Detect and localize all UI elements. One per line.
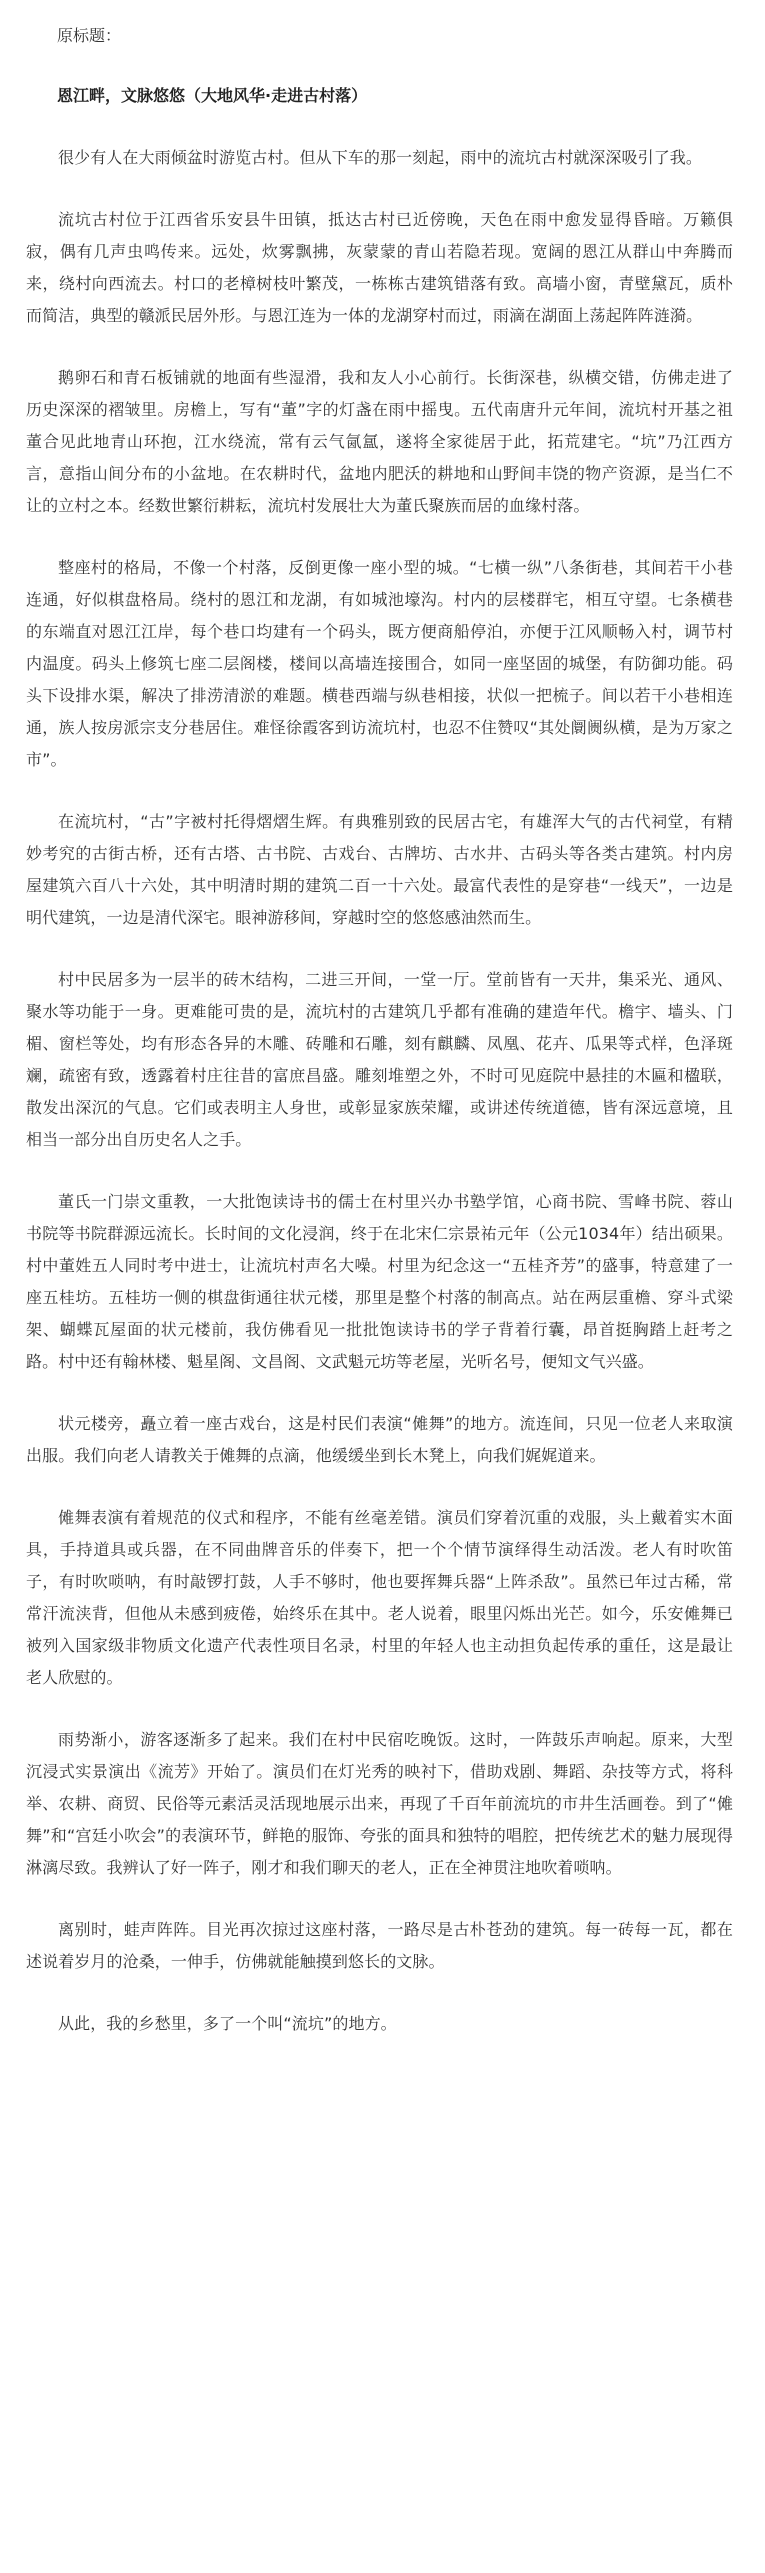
paragraph: 傩舞表演有着规范的仪式和程序，不能有丝毫差错。演员们穿着沉重的戏服，头上戴着实木面具，手持道具或兵器，在不同曲牌音乐的伴奏下，把一个个情节演绎得生动活泼。老人有时吹笛子，有时吹唢呐，有时敲锣打鼓，人手不够时，他也要挥舞兵器“上阵杀敌”。虽然已年过古稀，常常汗流浃背，但他从未感到疲倦，始终乐在其中。老人说着，眼里闪烁出光芒。如今，乐安傩舞已被列入国家级非物质文化遗产代表性项目名录，村里的年轻人也主动担负起传承的重任，这是最让老人欣慰的。 <box>26 1508 733 1687</box>
paragraph: 鹅卵石和青石板铺就的地面有些湿滑，我和友人小心前行。长街深巷，纵横交错，仿佛走进了历史深深的褶皱里。房檐上，写有“董”字的灯盏在雨中摇曳。五代南唐升元年间，流坑村开基之祖董合见此地青山环抱，江水绕流，常有云气氤氲，遂将全家徙居于此，拓荒建宅。“坑”乃江西方言，意指山间分布的小盆地。在农耕时代，盆地内肥沃的耕地和山野间丰饶的物产资源，是当仁不让的立村之本。经数世繁衍耕耘，流坑村发展壮大为董氏聚族而居的血缘村落。 <box>26 368 733 515</box>
article-body <box>26 142 733 2040</box>
paragraph: 很少有人在大雨倾盆时游览古村。但从下车的那一刻起，雨中的流坑古村就深深吸引了我。 <box>58 148 703 167</box>
paragraph: 在流坑村，“古”字被村托得熠熠生辉。有典雅别致的民居古宅，有雄浑大气的古代祠堂，有精妙考究的古街古桥，还有古塔、古书院、古戏台、古牌坊、古水井、古码头等各类古建筑。村内房屋建筑六百八十六处，其中明清时期的建筑二百一十六处。最富代表性的是穿巷“一线天”，一边是明代建筑，一边是清代深宅。眼神游移间，穿越时空的悠悠感油然而生。 <box>26 812 733 927</box>
paragraph: 离别时，蛙声阵阵。目光再次掠过这座村落，一路尽是古朴苍劲的建筑。每一砖每一瓦，都在述说着岁月的沧桑，一伸手，仿佛就能触摸到悠长的文脉。 <box>26 1920 733 1971</box>
paragraph: 雨势渐小，游客逐渐多了起来。我们在村中民宿吃晚饭。这时，一阵鼓乐声响起。原来，大型沉浸式实景演出《流芳》开始了。演员们在灯光秀的映衬下，借助戏剧、舞蹈、杂技等方式，将科举、农耕、商贸、民俗等元素活灵活现地展示出来，再现了千百年前流坑的市井生活画卷。到了“傩舞”和“宫廷小吹会”的表演环节，鲜艳的服饰、夸张的面具和独特的唱腔，把传统艺术的魅力展现得淋漓尽致。我辨认了好一阵子，刚才和我们聊天的老人，正在全神贯注地吹着唢呐。 <box>26 1730 733 1877</box>
paragraph: 状元楼旁，矗立着一座古戏台，这是村民们表演“傩舞”的地方。流连间，只见一位老人来取演出服。我们向老人请教关于傩舞的点滴，他缓缓坐到长木凳上，向我们娓娓道来。 <box>26 1414 733 1465</box>
paragraph: 村中民居多为一层半的砖木结构，二进三开间，一堂一厅。堂前皆有一天井，集采光、通风、聚水等功能于一身。更难能可贵的是，流坑村的古建筑几乎都有准确的建造年代。檐宇、墙头、门楣、窗栏等处，均有形态各异的木雕、砖雕和石雕，刻有麒麟、凤凰、花卉、瓜果等式样，色泽斑斓，疏密有致，透露着村庄往昔的富庶昌盛。雕刻堆塑之外，不时可见庭院中悬挂的木匾和楹联，散发出深沉的气息。它们或表明主人身世，或彰显家族荣耀，或讲述传统道德，皆有深远意境，且相当一部分出自历史名人之手。 <box>26 970 733 1149</box>
paragraph: 从此，我的乡愁里，多了一个叫“流坑”的地方。 <box>58 2014 397 2033</box>
paragraph: 整座村的格局，不像一个村落，反倒更像一座小型的城。“七横一纵”八条街巷，其间若干小巷连通，好似棋盘格局。绕村的恩江和龙湖，有如城池壕沟。村内的层楼群宅，相互守望。七条横巷的东端直对恩江江岸，每个巷口均建有一个码头，既方便商船停泊，亦便于江风顺畅入村，调节村内温度。码头上修筑七座二层阁楼，楼间以高墙连接围合，如同一座坚固的城堡，有防御功能。码头下设排水渠，解决了排涝清淤的难题。横巷西端与纵巷相接，状似一把梳子。间以若干小巷相连通，族人按房派宗支分巷居住。难怪徐霞客到访流坑村，也忍不住赞叹“其处阛阓纵横，是为万家之市”。 <box>26 558 733 769</box>
original-title-label: 原标题： <box>57 26 122 45</box>
paragraph: 流坑古村位于江西省乐安县牛田镇，抵达古村已近傍晚，天色在雨中愈发显得昏暗。万籁俱寂，偶有几声虫鸣传来。远处，炊雾飘拂，灰蒙蒙的青山若隐若现。宽阔的恩江从群山中奔腾而来，绕村向西流去。村口的老樟树枝叶繁茂，一栋栋古建筑错落有致。高墙小窗，青壁黛瓦，质朴而简洁，典型的赣派民居外形。与恩江连为一体的龙湖穿村而过，雨滴在湖面上荡起阵阵涟漪。 <box>26 210 733 325</box>
paragraph: 董氏一门崇文重教，一大批饱读诗书的儒士在村里兴办书塾学馆，心商书院、雪峰书院、蓉山书院等书院群源远流长。长时间的文化浸润，终于在北宋仁宗景祐元年（公元1034年）结出硕果。村中董姓五人同时考中进士，让流坑村声名大噪。村里为纪念这一“五桂齐芳”的盛事，特意建了一座五桂坊。五桂坊一侧的棋盘街通往状元楼，那里是整个村落的制高点。站在两层重檐、穿斗式梁架、蝴蝶瓦屋面的状元楼前，我仿佛看见一批批饱读诗书的学子背着行囊，昂首挺胸踏上赶考之路。村中还有翰林楼、魁星阁、文昌阁、文武魁元坊等老屋，光听名号，便知文气兴盛。 <box>26 1192 733 1371</box>
article-title: 恩江畔，文脉悠悠（大地风华·走进古村落） <box>57 86 368 105</box>
